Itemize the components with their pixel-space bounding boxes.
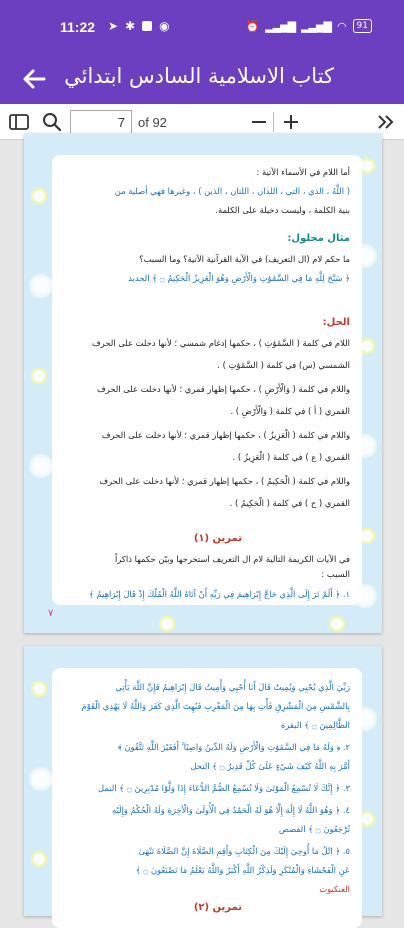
text-line: اللام في كلمة ( السَّمَٰوَٰتِ ) ، حكمها إدغام شمسي ؛ لأنها دخلت على الحرف <box>91 338 350 348</box>
signal-icon: ▂▃▅▇ <box>265 19 296 33</box>
status-system-icons <box>246 19 372 33</box>
flower-decoration <box>28 453 54 479</box>
page-content-box <box>52 668 362 928</box>
quran-verse: تُرْجَعُونَ ۝ ﴾ القصص <box>278 824 350 834</box>
text-line: القمري ( ع ) في كلمة ( الْعَزِيزُ ) . <box>232 452 350 462</box>
page-total: of 92 <box>138 115 167 130</box>
text-line: السبب : <box>321 569 350 579</box>
flower-decoration <box>26 676 52 702</box>
text-line: ( اللَّهُ ، الذي ، التي ، اللذان ، اللتان ، الذين ) ، وغيرها فهي أصلية من <box>114 186 350 196</box>
quran-verse: رَبِّيَ الَّذِي يُحْيِي وَيُمِيتُ قَالَ أَنَا أُحْيِي وَأُمِيتُ قَالَ إِبْرَاهِيمُ فَإِنَّ اللَّهَ يَأْتِي <box>115 682 350 692</box>
double-chevron-right-icon[interactable] <box>375 111 397 133</box>
section-heading: مثال محلول: <box>287 233 350 244</box>
app-bar <box>0 54 404 104</box>
chrome-icon: ◉ <box>159 19 170 33</box>
text-line: أما اللام في الأسماء الآتية : <box>256 167 350 177</box>
pdf-page <box>24 646 382 916</box>
text-line: القمري ( أ ) في كلمة ( وَالْأَرْضِ ) . <box>230 406 350 416</box>
quran-verse: بِالشَّمْسِ مِنَ الْمَشْرِقِ فَأْتِ بِهَا مِنَ الْمَغْرِبِ فَبُهِتَ الَّذِي كَفَرَ وَاللَّهُ لَا يَهْدِي الْقَوْمَ <box>81 701 350 711</box>
signal-icon-2: ▂▃▅▇ <box>301 19 331 33</box>
text-line: في الآيات الكريمة التالية لام ال التعريف استخرجها وبيّن حكمها ذاكراً <box>114 554 350 564</box>
text-line: القمري ( ح ) في كلمة ( الْحَكِيمُ ) . <box>229 498 350 508</box>
battery-icon: 91 <box>353 19 372 33</box>
square-icon <box>142 21 152 31</box>
status-time: 11:22 <box>60 19 96 35</box>
exercise-heading: تمرين (٢) <box>193 902 242 913</box>
exercise-heading: تمرين (١) <box>193 533 242 544</box>
search-icon[interactable] <box>41 111 63 133</box>
wifi-icon: ◠ <box>336 19 347 33</box>
pdf-page <box>24 133 382 633</box>
flower-decoration <box>28 766 54 792</box>
text-line: الشمسي (س) في كلمة ( السَّمَٰوَٰتِ ) . <box>217 360 350 370</box>
alarm-icon: ⏰ <box>245 19 260 33</box>
flower-decoration <box>26 363 52 389</box>
flower-decoration <box>28 273 54 299</box>
quran-verse: أَمَّرَ بِهِ اللَّهُ كَيْفَ شَيْءٍ عَلَىٰ كُلِّ قَدِيرٌ ۝ ﴾ النحل <box>190 761 350 771</box>
status-notification-icons <box>108 19 170 33</box>
page-number: ٧ <box>48 608 54 619</box>
page-content-box <box>52 155 362 605</box>
quran-verse: ٥. ﴿ اتْلُ مَا أُوحِيَ إِلَيْكَ مِنَ الْكِتَابِ وَأَقِمِ الصَّلَاةَ إِنَّ الصَّلَاةَ تَنْهَىٰ <box>138 846 350 856</box>
surah-name: العنكبوت <box>319 884 350 894</box>
zoom-out-icon[interactable] <box>248 111 270 133</box>
page-title: كتاب الاسلامية السادس ابتدائي <box>64 64 334 88</box>
flower-decoration <box>26 183 52 209</box>
arrow-left-icon[interactable] <box>18 63 50 95</box>
quran-verse: ١. ﴿ أَلَمْ تَرَ إِلَى الَّذِي حَاجَّ إِبْرَاهِيمَ فِي رَبِّهِ أَنْ آتَاهُ اللَّهُ الْمُلْكَ إِذْ قَالَ إِبْرَاهِيمُ ﴾ <box>88 589 350 599</box>
text-line: بنية الكلمة ، وليست دخيلة على الكلمة. <box>215 205 350 215</box>
quran-verse: ٣. ﴿ إِنَّكَ لَا تُسْمِعُ الْمَوْتَىٰ وَلَا تُسْمِعُ الصُّمَّ الدُّعَاءَ إِذَا وَلَّوْا مُدْبِرِينَ ۝ ﴾ النمل <box>98 783 350 793</box>
page-number-input[interactable] <box>70 110 132 134</box>
flower-decoration <box>154 611 180 637</box>
quran-verse: ﴿ سَبَّحَ لِلَّهِ مَا فِي السَّمَٰوَٰتِ وَالْأَرْضِ وَهُوَ الْعَزِيزُ الْحَكِيمُ ۝ ﴾ الحديد <box>128 273 350 283</box>
pdf-viewer[interactable] <box>0 141 404 913</box>
flower-decoration <box>324 611 350 637</box>
zoom-in-icon[interactable] <box>280 111 302 133</box>
telegram-icon: ➤ <box>108 19 119 33</box>
status-bar <box>0 0 404 54</box>
quran-verse: ٢. ﴿ وَلَهُ مَا فِي السَّمَٰوَٰتِ وَالْأَرْضِ وَلَهُ الدِّينُ وَاصِبًا ۚ أَفَغَيْرَ اللَّهِ تَتَّقُونَ ﴾ <box>118 742 350 752</box>
section-heading: الحل: <box>322 317 350 328</box>
text-line: ما حكم لام (ال التعريف) في الآية القرآنية الآتية؟ وما السبب؟ <box>139 254 350 264</box>
sidebar-toggle-icon[interactable] <box>8 111 30 133</box>
toolbar-divider <box>273 112 274 132</box>
text-line: واللام في كلمة ( وَالْأَرْضِ ) ، حكمها إظهار قمري ؛ لأنها دخلت على الحرف <box>97 384 350 394</box>
quran-verse: ٤. ﴿ وَهُوَ اللَّهُ لَا إِلَٰهَ إِلَّا هُوَ لَهُ الْحَمْدُ فِي الْأُولَىٰ وَالْآخِرَةِ وَلَهُ الْحُكْمُ وَإِلَيْهِ <box>112 805 350 815</box>
quran-verse: الظَّالِمِينَ ۝ ﴾ البقرة <box>280 720 350 730</box>
flower-decoration <box>26 846 52 872</box>
text-line: واللام في كلمة ( الْحَكِيمُ ) ، حكمها إظهار قمري ؛ لأنها دخلت على الحرف <box>99 476 350 486</box>
text-line: واللام في كلمة ( الْعَزِيزُ ) ، حكمها إظهار قمري ؛ لأنها دخلت على الحرف <box>101 430 350 440</box>
fan-icon: ✱ <box>125 19 136 33</box>
quran-verse: عَنِ الْفَحْشَاءِ وَالْمُنْكَرِ وَلَذِكْرُ اللَّهِ أَكْبَرُ وَاللَّهُ يَعْلَمُ مَا تَصْنَعُونَ ۝ ﴾ <box>135 865 350 875</box>
